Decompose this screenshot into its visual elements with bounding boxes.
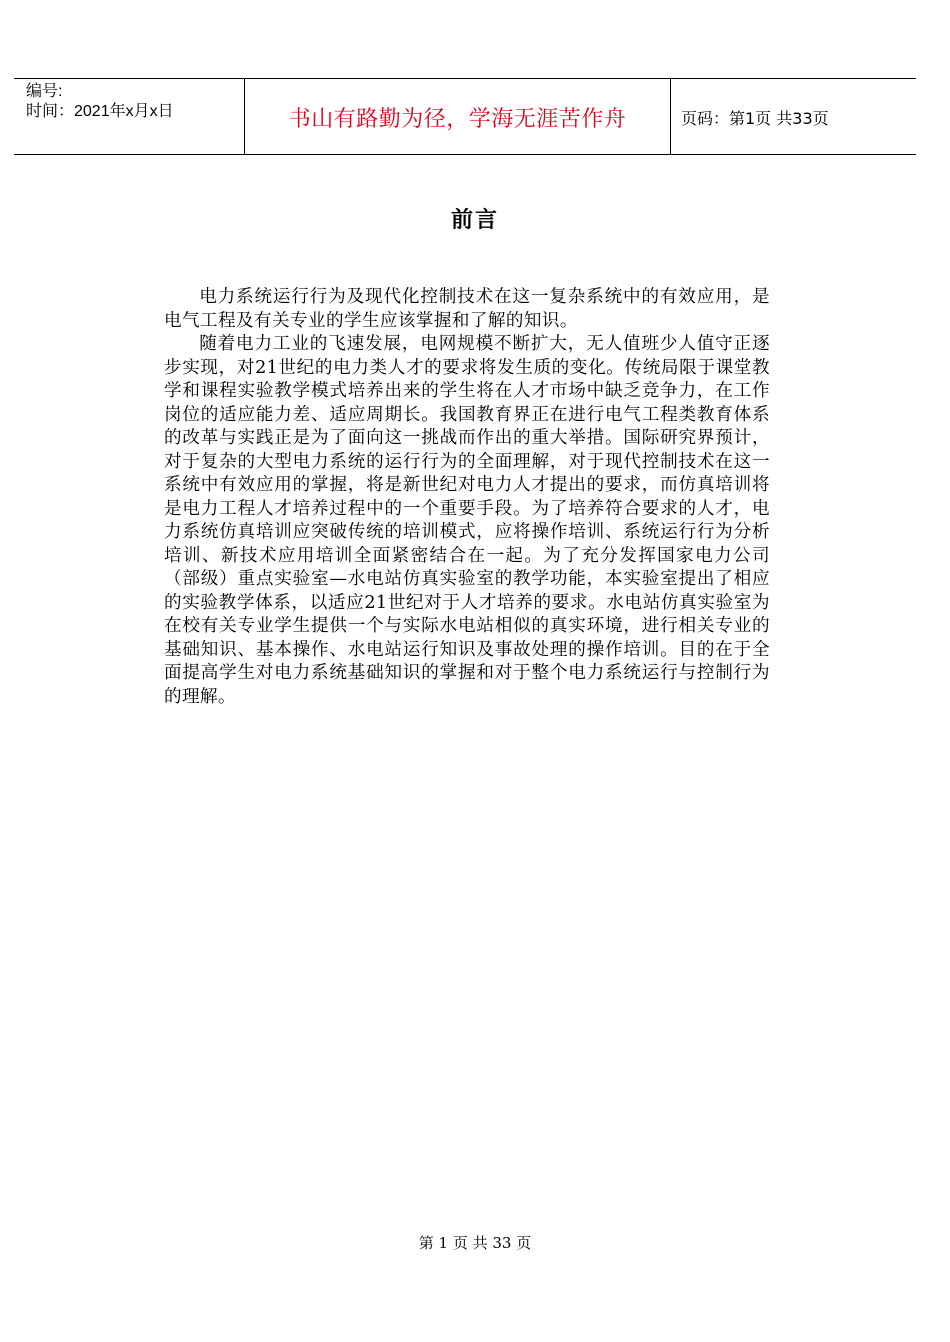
header-table	[14, 78, 916, 155]
document-time-label: 时间：2021年x月x日	[26, 103, 174, 120]
document-number-label: 编号:	[26, 83, 63, 100]
header-page-info: 页码：第1页 共33页	[681, 108, 829, 128]
page-title: 前言	[450, 208, 499, 233]
paragraph: 随着电力工业的飞速发展，电网规模不断扩大，无人值班少人值守正逐步实现，对21世纪的电力类人才的要求将发生质的变化。传统局限于课堂教学和课程实验教学模式培养出来的学生将在人才市场中缺乏竞争力，在工作岗位的适应能力差、适应周期长。我国教育界正在进行电气工程类教育体系的改革与实践正是为了面向这一挑战而作出的重大举措。国际研究界预计，对于复杂的大型电力系统的运行行为的全面理解，对于现代控制技术在这一系统中有效应用的掌握，将是新世纪对电力人才提出的要求，而仿真培训将是电力工程人才培养过程中的一个重要手段。为了培养符合要求的人才，电力系统仿真培训应突破传统的培训模式，应将操作培训、系统运行行为分析培训、新技术应用培训全面紧密结合在一起。为了充分发挥国家电力公司（部级）重点实验室—水电站仿真实验室的教学功能，本实验室提出了相应的实验教学体系，以适应21世纪对于人才培养的要求。水电站仿真实验室为在校有关专业学生提供一个与实际水电站相似的真实环境，进行相关专业的基础知识、基本操作、水电站运行知识及事故处理的操作培训。目的在于全面提高学生对电力系统基础知识的掌握和对于整个电力系统运行与控制行为的理解。	[164, 334, 770, 707]
paragraph: 电力系统运行行为及现代化控制技术在这一复杂系统中的有效应用，是电气工程及有关专业的学生应该掌握和了解的知识。	[164, 287, 770, 331]
body-text	[164, 286, 770, 709]
page-footer: 第 1 页 共 33 页	[418, 1234, 532, 1252]
header-motto: 书山有路勤为径，学海无涯苦作舟	[245, 79, 671, 155]
header-meta-cell	[14, 79, 245, 155]
